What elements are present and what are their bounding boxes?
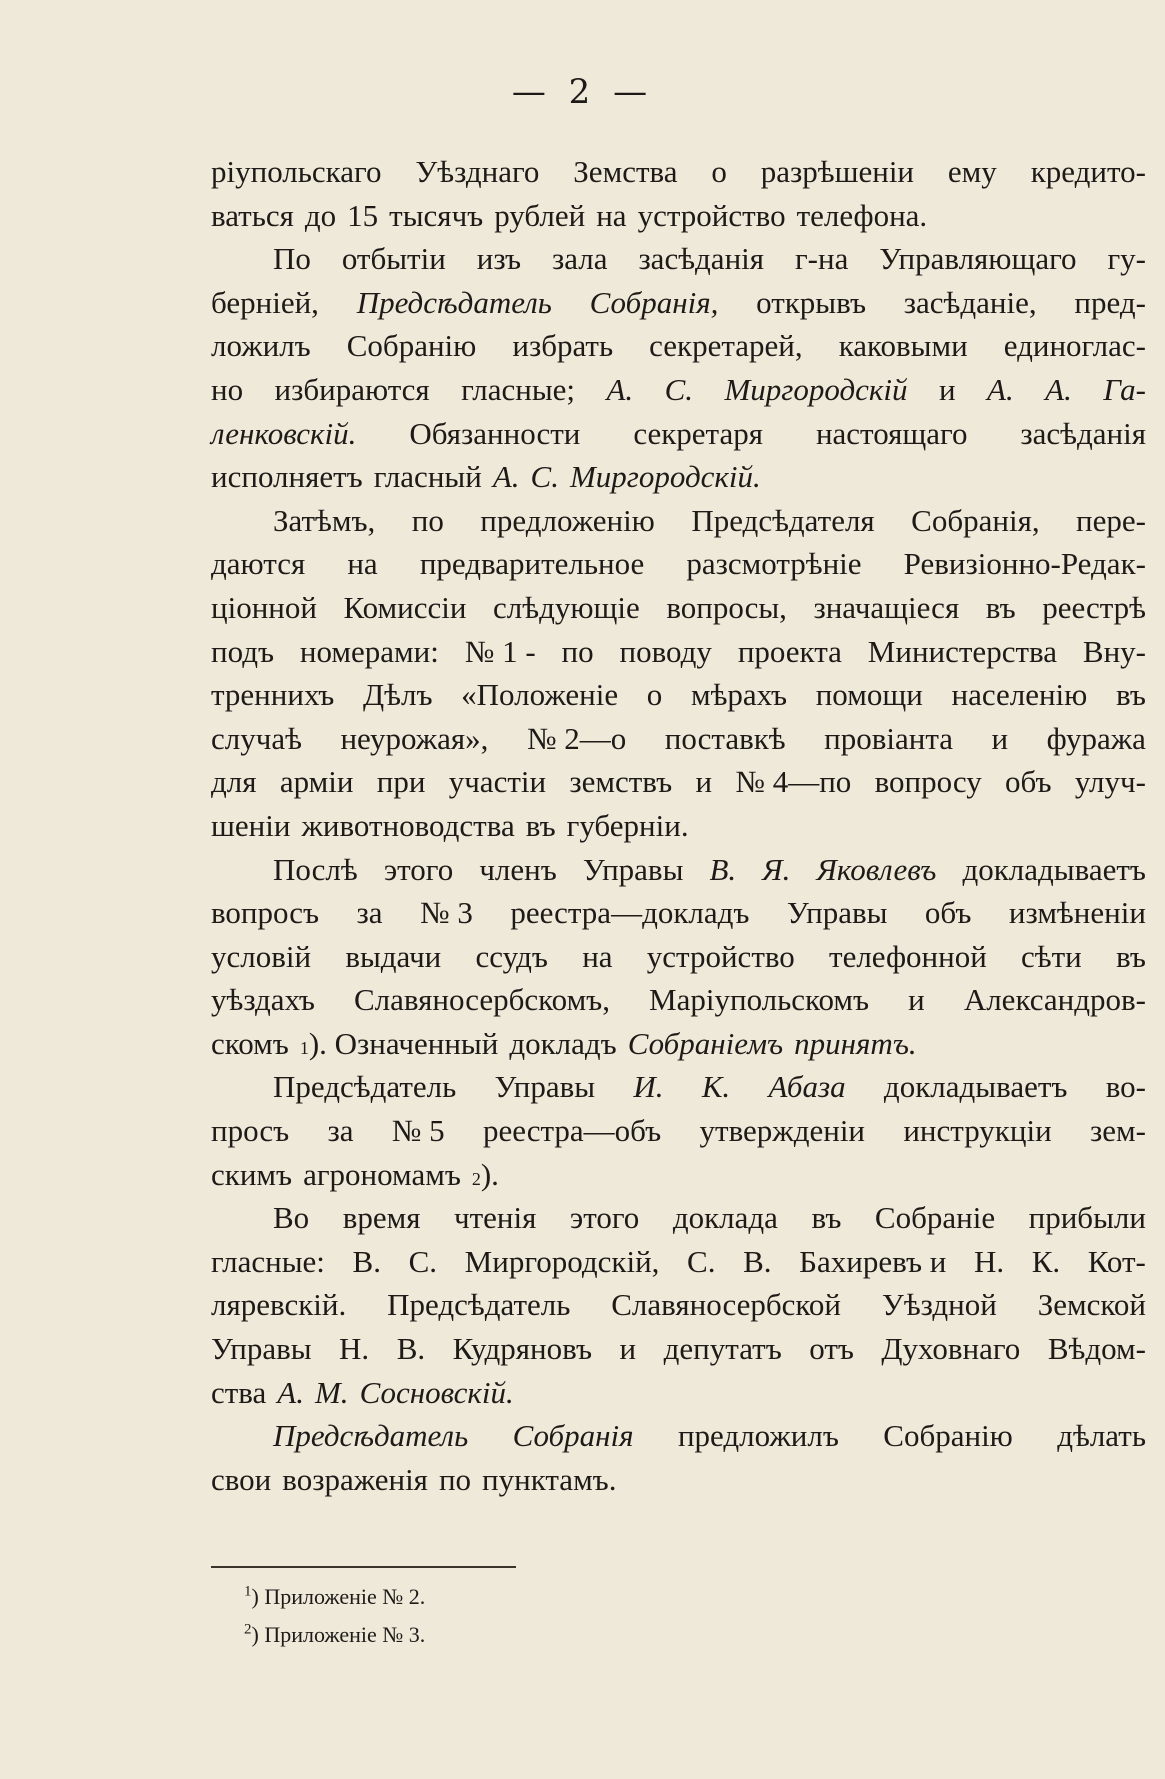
- word: секретарей,: [649, 328, 803, 364]
- word: ваться: [211, 197, 294, 233]
- word: ства: [211, 1374, 267, 1410]
- word: По: [273, 241, 311, 277]
- word: въ: [985, 589, 1016, 625]
- word: объ: [1005, 764, 1052, 800]
- word: инструкціи: [903, 1113, 1052, 1149]
- word: проекта: [737, 633, 842, 669]
- word: участіи: [448, 764, 547, 800]
- word: открывъ: [756, 284, 867, 320]
- word: Управы: [786, 895, 888, 931]
- word: С.: [530, 459, 559, 495]
- word: Вѣдом-: [1047, 1331, 1146, 1367]
- word: «Положеніе: [461, 677, 619, 713]
- text-line: [211, 717, 1146, 761]
- text-line: [211, 1327, 1146, 1371]
- word: Управы: [582, 851, 684, 887]
- word: Н.: [339, 1331, 370, 1367]
- word: фуража: [1046, 720, 1146, 756]
- word: и: [908, 982, 925, 1018]
- word: при: [376, 764, 426, 800]
- text-line: [211, 368, 1146, 412]
- word: Кудряновъ: [452, 1331, 593, 1367]
- word: улуч-: [1074, 764, 1146, 800]
- word: засѣданія: [638, 241, 765, 277]
- word: сѣти: [1021, 938, 1082, 974]
- word: утвержденіи: [699, 1113, 866, 1149]
- word: устройство: [637, 197, 786, 233]
- word: по: [411, 502, 444, 538]
- word: М.: [314, 1374, 349, 1410]
- word: дѣлать: [1057, 1418, 1146, 1454]
- word: Комиссіи: [343, 589, 467, 625]
- word: на: [347, 546, 378, 582]
- text-line: [211, 935, 1146, 979]
- word: объ: [924, 895, 972, 931]
- word: возраженія: [282, 1461, 428, 1497]
- word: С.: [408, 1243, 438, 1279]
- word: единоглас-: [1003, 328, 1146, 364]
- word: гласный: [373, 459, 482, 495]
- word: предложенію: [480, 502, 655, 538]
- word: и: [939, 371, 956, 407]
- text-line: [211, 1240, 1146, 1284]
- word: животноводства: [301, 807, 515, 843]
- word: В.: [352, 1243, 381, 1279]
- word: измѣненіи: [1008, 895, 1146, 931]
- word: Предсѣдатель: [273, 1418, 469, 1454]
- word: реестрѣ: [1042, 589, 1146, 625]
- word: докладываетъ: [962, 851, 1146, 887]
- word: Управы: [494, 1069, 596, 1105]
- word: засѣданія: [1020, 415, 1146, 451]
- word: предварительное: [419, 546, 645, 582]
- text-line: [211, 1065, 1146, 1109]
- word: доклада: [672, 1200, 778, 1236]
- word: свои: [211, 1461, 272, 1497]
- word: населенію: [951, 677, 1088, 713]
- word: Духовнаго: [881, 1331, 1021, 1367]
- word: № 3: [420, 895, 473, 931]
- word: и: [991, 720, 1009, 756]
- word: Уѣздной: [881, 1287, 997, 1323]
- word: К.: [701, 1069, 731, 1105]
- word: въ: [811, 1200, 842, 1236]
- word: мѣрахъ: [690, 677, 788, 713]
- word: отбытіи: [341, 241, 446, 277]
- body-text: [211, 150, 1146, 1501]
- word: докладываетъ: [883, 1069, 1068, 1105]
- word: въ: [1116, 938, 1146, 974]
- word: за: [356, 895, 383, 931]
- word: чтенія: [454, 1200, 537, 1236]
- word: Собранія,: [589, 284, 719, 320]
- word: разрѣшеніи: [760, 154, 915, 189]
- text-line: [211, 1371, 1146, 1415]
- text-line: [211, 194, 1146, 238]
- word: А.: [606, 371, 634, 407]
- word: № 4—по: [735, 764, 852, 800]
- word: поставкѣ: [664, 720, 786, 756]
- word: Собраніемъ: [627, 1025, 784, 1061]
- word: засѣданіе,: [903, 284, 1037, 320]
- word: Миргородскій.: [569, 459, 761, 495]
- word: скимъ: [211, 1156, 293, 1192]
- word: Миргородскій: [724, 371, 908, 407]
- word: случаѣ: [211, 720, 302, 756]
- word: г-на: [794, 241, 849, 277]
- word: 15: [347, 197, 379, 233]
- word: земствъ: [569, 764, 673, 800]
- word: С.: [664, 371, 694, 407]
- word: арміи: [279, 764, 354, 800]
- text-line: [211, 891, 1146, 935]
- word: ).: [480, 1156, 499, 1192]
- word: кредито-: [1030, 154, 1146, 189]
- text-line: скомъ 1 ). Означенный докладъ Собраніемъ принятъ.: [211, 1022, 1146, 1066]
- text-line: [211, 630, 1146, 674]
- footnotes: [244, 1578, 425, 1654]
- word: вопросъ: [211, 895, 320, 931]
- text-line: [211, 1109, 1146, 1153]
- word: треннихъ: [211, 677, 335, 713]
- footnote: [244, 1616, 425, 1654]
- word: Во: [273, 1200, 310, 1236]
- word: пунктамъ.: [482, 1461, 617, 1497]
- word: Предсѣдатель: [387, 1287, 571, 1323]
- word: Кот-: [1087, 1243, 1146, 1279]
- word: Земской: [1037, 1287, 1146, 1323]
- footnote-text: ) Приложеніе № 3.: [251, 1622, 426, 1647]
- word: для: [211, 764, 257, 800]
- word: Министерства: [867, 633, 1057, 669]
- word: на: [582, 938, 613, 974]
- word: подъ: [211, 633, 274, 669]
- word: В.: [743, 1243, 772, 1279]
- text-line: [211, 237, 1146, 281]
- word: Управы: [211, 1331, 312, 1367]
- word: принятъ.: [794, 1025, 917, 1061]
- word: зала: [552, 241, 608, 277]
- word: В.: [709, 851, 737, 887]
- text-line: [211, 542, 1146, 586]
- word: И.: [633, 1069, 664, 1105]
- word: даются: [211, 546, 306, 582]
- word: Яковлевъ: [816, 851, 937, 887]
- word: въ: [1116, 677, 1146, 713]
- word: предложилъ: [677, 1418, 839, 1454]
- word: Н.: [973, 1243, 1005, 1279]
- word: уѣздахъ: [211, 982, 315, 1018]
- word: Затѣмъ,: [273, 502, 376, 538]
- word: № 1 -: [464, 633, 536, 669]
- word: К.: [1031, 1243, 1061, 1279]
- word: Бахиревъ и: [799, 1243, 947, 1279]
- text-line: скимъ агрономамъ 2 ).: [211, 1153, 1146, 1197]
- word: Га-: [1103, 371, 1146, 407]
- word: Сосновскій.: [359, 1374, 514, 1410]
- word: ссудъ: [475, 938, 548, 974]
- word: агрономамъ: [303, 1156, 461, 1192]
- text-line: [211, 412, 1146, 456]
- word: пере-: [1076, 502, 1146, 538]
- word: номерами:: [299, 633, 439, 669]
- footnote-mark: 1: [244, 1583, 252, 1600]
- text-line: [211, 455, 1146, 499]
- word: Собранію: [883, 1418, 1013, 1454]
- word: берніей,: [211, 284, 319, 320]
- word: Предсѣдатель: [273, 1069, 457, 1105]
- page-number: — 2 —: [511, 72, 654, 112]
- word: депутатъ: [663, 1331, 782, 1367]
- word: пред-: [1074, 284, 1146, 320]
- text-line: [211, 848, 1146, 892]
- footnote-mark: 2: [244, 1621, 252, 1638]
- word: Собранію: [346, 328, 477, 364]
- word: ложилъ: [211, 328, 311, 364]
- word: А.: [1045, 371, 1072, 407]
- word: помощи: [815, 677, 923, 713]
- word: во-: [1105, 1069, 1146, 1105]
- footnote: [244, 1578, 425, 1616]
- word: исполняетъ: [211, 459, 363, 495]
- word: этого: [569, 1200, 640, 1236]
- word: отъ: [809, 1331, 854, 1367]
- word: до: [304, 197, 337, 233]
- word: А.: [492, 459, 520, 495]
- word: телефона.: [796, 197, 928, 233]
- word: и: [619, 1331, 637, 1367]
- word: гласные;: [461, 371, 576, 407]
- word: Я.: [762, 851, 791, 887]
- word: о: [711, 154, 727, 189]
- word: условій: [211, 938, 312, 974]
- word: Маріупольскомъ: [649, 982, 870, 1018]
- text-line: [211, 499, 1146, 543]
- word: каковыми: [838, 328, 968, 364]
- word: телефонной: [829, 938, 987, 974]
- word: ленковскій.: [211, 415, 357, 451]
- text-line: [211, 673, 1146, 717]
- word: Миргородскій,: [464, 1243, 660, 1279]
- footnote-separator: [211, 1566, 516, 1568]
- word: скомъ: [211, 1025, 289, 1061]
- word: Вну-: [1082, 633, 1146, 669]
- word: Управляющаго: [879, 241, 1077, 277]
- word: Собраніе: [874, 1200, 996, 1236]
- word: время: [342, 1200, 421, 1236]
- text-line: [211, 586, 1146, 630]
- word: ляревскій.: [211, 1287, 347, 1323]
- word: членъ: [479, 851, 557, 887]
- word: гласные:: [211, 1243, 325, 1279]
- word: просъ: [211, 1113, 290, 1149]
- word: ). Означенный: [308, 1025, 499, 1061]
- word: Земства: [573, 154, 678, 189]
- word: устройство: [646, 938, 795, 974]
- word: Ревизіонно-Редак-: [903, 546, 1146, 582]
- word: Абаза: [768, 1069, 846, 1105]
- word: вопросу: [874, 764, 982, 800]
- word: Предсѣдателя: [691, 502, 875, 538]
- word: ціонной: [211, 589, 317, 625]
- word: реестра—объ: [482, 1113, 662, 1149]
- word: Обязанности: [409, 415, 581, 451]
- word: ему: [947, 154, 997, 189]
- word: тысячъ: [389, 197, 484, 233]
- word: настоящаго: [815, 415, 968, 451]
- text-line: [211, 324, 1146, 368]
- word: ріупольскаго: [211, 154, 382, 189]
- word: рублей: [494, 197, 586, 233]
- text-line: [211, 1458, 1146, 1502]
- word: слѣдующіе: [493, 589, 640, 625]
- text-line: [211, 1283, 1146, 1327]
- word: Собранія: [512, 1418, 634, 1454]
- word: Собранія,: [911, 502, 1040, 538]
- text-line: [211, 760, 1146, 804]
- word: Славяносербской: [611, 1287, 842, 1323]
- word: реестра—докладъ: [510, 895, 750, 931]
- word: значащіеся: [813, 589, 960, 625]
- text-line: [211, 150, 1146, 194]
- text-line: [211, 804, 1146, 848]
- word: неурожая»,: [340, 720, 489, 756]
- word: зем-: [1089, 1113, 1146, 1149]
- word: этого: [383, 851, 454, 887]
- word: за: [327, 1113, 354, 1149]
- word: избираются: [274, 371, 430, 407]
- word: Александров-: [963, 982, 1146, 1018]
- word: А.: [987, 371, 1014, 407]
- word: шеніи: [211, 807, 291, 843]
- text-line: [211, 978, 1146, 1022]
- footnote-text: ) Приложеніе № 2.: [251, 1584, 426, 1609]
- word: и: [695, 764, 713, 800]
- word: гу-: [1107, 241, 1146, 277]
- word: № 2—о: [526, 720, 627, 756]
- word: выдачи: [345, 938, 442, 974]
- word: № 5: [391, 1113, 445, 1149]
- word: губерніи.: [566, 807, 689, 843]
- word: Уѣзднаго: [415, 154, 540, 189]
- word: на: [596, 197, 627, 233]
- word: прибыли: [1028, 1200, 1146, 1236]
- text-line: [211, 281, 1146, 325]
- word: Дѣлъ: [363, 677, 433, 713]
- word: А.: [277, 1374, 304, 1410]
- word: Предсѣдатель: [356, 284, 552, 320]
- word: поводу: [619, 633, 712, 669]
- word: В.: [396, 1331, 426, 1367]
- word: провіанта: [824, 720, 954, 756]
- word: въ: [525, 807, 556, 843]
- text-line: [211, 1414, 1146, 1458]
- word: вопросы,: [666, 589, 787, 625]
- word: Славяносербскомъ,: [353, 982, 610, 1018]
- word: разсмотрѣніе: [686, 546, 862, 582]
- word: избрать: [512, 328, 614, 364]
- word: по: [561, 633, 594, 669]
- word: С.: [687, 1243, 716, 1279]
- word: но: [211, 371, 244, 407]
- word: изъ: [476, 241, 522, 277]
- word: докладъ: [509, 1025, 617, 1061]
- word: о: [646, 677, 663, 713]
- word: по: [438, 1461, 472, 1497]
- word: секретаря: [633, 415, 763, 451]
- text-line: [211, 1196, 1146, 1240]
- word: Послѣ: [273, 851, 358, 887]
